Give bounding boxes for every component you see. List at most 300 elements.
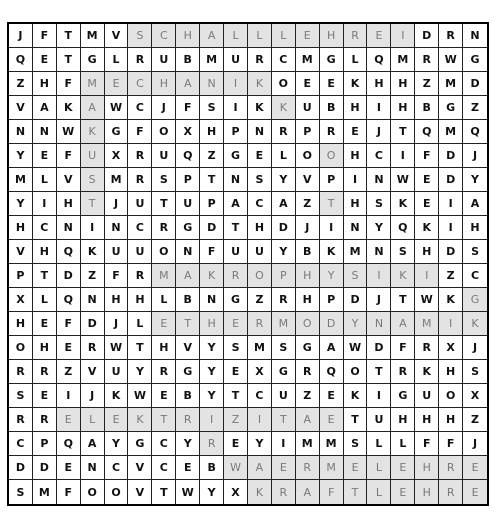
- grid-cell[interactable]: R: [439, 456, 463, 480]
- grid-cell[interactable]: S: [344, 264, 368, 288]
- grid-cell[interactable]: G: [224, 144, 248, 168]
- grid-cell[interactable]: P: [272, 264, 296, 288]
- grid-cell[interactable]: E: [105, 408, 129, 432]
- grid-cell[interactable]: H: [57, 192, 81, 216]
- grid-cell[interactable]: M: [296, 48, 320, 72]
- grid-cell[interactable]: R: [272, 480, 296, 504]
- grid-cell[interactable]: Z: [296, 384, 320, 408]
- grid-cell[interactable]: E: [57, 456, 81, 480]
- grid-cell[interactable]: E: [248, 144, 272, 168]
- grid-cell[interactable]: U: [105, 360, 129, 384]
- grid-cell[interactable]: O: [248, 264, 272, 288]
- grid-cell[interactable]: C: [152, 24, 176, 48]
- grid-cell[interactable]: V: [9, 96, 33, 120]
- grid-cell[interactable]: K: [439, 288, 463, 312]
- grid-cell[interactable]: H: [391, 72, 415, 96]
- grid-cell[interactable]: I: [367, 96, 391, 120]
- grid-cell[interactable]: Q: [415, 120, 439, 144]
- grid-cell[interactable]: G: [463, 48, 487, 72]
- grid-cell[interactable]: E: [33, 312, 57, 336]
- grid-cell[interactable]: J: [367, 288, 391, 312]
- grid-cell[interactable]: Y: [9, 144, 33, 168]
- grid-cell[interactable]: R: [272, 288, 296, 312]
- grid-cell[interactable]: F: [57, 72, 81, 96]
- grid-cell[interactable]: T: [152, 480, 176, 504]
- grid-cell[interactable]: Y: [367, 216, 391, 240]
- grid-cell[interactable]: I: [391, 144, 415, 168]
- grid-cell[interactable]: M: [33, 480, 57, 504]
- grid-cell[interactable]: C: [272, 48, 296, 72]
- grid-cell[interactable]: U: [224, 48, 248, 72]
- grid-cell[interactable]: S: [9, 384, 33, 408]
- grid-cell[interactable]: I: [367, 264, 391, 288]
- grid-cell[interactable]: F: [415, 432, 439, 456]
- grid-cell[interactable]: M: [439, 72, 463, 96]
- grid-cell[interactable]: H: [128, 288, 152, 312]
- grid-cell[interactable]: H: [415, 480, 439, 504]
- grid-cell[interactable]: K: [248, 96, 272, 120]
- grid-cell[interactable]: X: [176, 120, 200, 144]
- grid-cell[interactable]: N: [33, 120, 57, 144]
- grid-cell[interactable]: I: [33, 192, 57, 216]
- grid-cell[interactable]: E: [320, 408, 344, 432]
- grid-cell[interactable]: V: [9, 240, 33, 264]
- grid-cell[interactable]: S: [9, 480, 33, 504]
- grid-cell[interactable]: W: [344, 336, 368, 360]
- grid-cell[interactable]: N: [105, 216, 129, 240]
- grid-cell[interactable]: G: [272, 360, 296, 384]
- grid-cell[interactable]: N: [81, 288, 105, 312]
- grid-cell[interactable]: F: [391, 336, 415, 360]
- grid-cell[interactable]: Z: [200, 144, 224, 168]
- grid-cell[interactable]: J: [463, 144, 487, 168]
- grid-cell[interactable]: Q: [176, 144, 200, 168]
- grid-cell[interactable]: Y: [200, 336, 224, 360]
- grid-cell[interactable]: L: [33, 288, 57, 312]
- grid-cell[interactable]: F: [439, 432, 463, 456]
- grid-cell[interactable]: K: [344, 384, 368, 408]
- grid-cell[interactable]: F: [57, 312, 81, 336]
- grid-cell[interactable]: O: [81, 480, 105, 504]
- grid-cell[interactable]: H: [391, 96, 415, 120]
- grid-cell[interactable]: F: [33, 24, 57, 48]
- grid-cell[interactable]: Y: [200, 384, 224, 408]
- grid-cell[interactable]: H: [9, 216, 33, 240]
- grid-cell[interactable]: H: [33, 336, 57, 360]
- grid-cell[interactable]: F: [415, 144, 439, 168]
- grid-cell[interactable]: E: [320, 384, 344, 408]
- grid-cell[interactable]: Q: [391, 216, 415, 240]
- grid-cell[interactable]: A: [320, 336, 344, 360]
- grid-cell[interactable]: S: [272, 336, 296, 360]
- grid-cell[interactable]: R: [224, 264, 248, 288]
- grid-cell[interactable]: Y: [320, 264, 344, 288]
- grid-cell[interactable]: I: [415, 264, 439, 288]
- grid-cell[interactable]: A: [33, 96, 57, 120]
- grid-cell[interactable]: Y: [200, 360, 224, 384]
- grid-cell[interactable]: B: [176, 288, 200, 312]
- grid-cell[interactable]: R: [9, 360, 33, 384]
- grid-cell[interactable]: T: [224, 384, 248, 408]
- grid-cell[interactable]: C: [463, 264, 487, 288]
- grid-cell[interactable]: I: [344, 168, 368, 192]
- grid-cell[interactable]: U: [415, 384, 439, 408]
- grid-cell[interactable]: H: [152, 336, 176, 360]
- grid-cell[interactable]: N: [81, 456, 105, 480]
- grid-cell[interactable]: X: [9, 288, 33, 312]
- grid-cell[interactable]: D: [81, 312, 105, 336]
- grid-cell[interactable]: D: [9, 456, 33, 480]
- grid-cell[interactable]: G: [320, 48, 344, 72]
- grid-cell[interactable]: C: [128, 216, 152, 240]
- grid-cell[interactable]: R: [272, 120, 296, 144]
- grid-cell[interactable]: J: [9, 24, 33, 48]
- grid-cell[interactable]: K: [320, 240, 344, 264]
- grid-cell[interactable]: T: [344, 480, 368, 504]
- grid-cell[interactable]: L: [105, 48, 129, 72]
- grid-cell[interactable]: N: [200, 72, 224, 96]
- grid-cell[interactable]: Z: [463, 408, 487, 432]
- grid-cell[interactable]: F: [57, 480, 81, 504]
- grid-cell[interactable]: L: [272, 24, 296, 48]
- grid-cell[interactable]: D: [272, 216, 296, 240]
- grid-cell[interactable]: A: [81, 96, 105, 120]
- grid-cell[interactable]: L: [344, 48, 368, 72]
- grid-cell[interactable]: Y: [9, 192, 33, 216]
- grid-cell[interactable]: M: [439, 120, 463, 144]
- grid-cell[interactable]: J: [152, 96, 176, 120]
- grid-cell[interactable]: H: [415, 408, 439, 432]
- grid-cell[interactable]: J: [105, 192, 129, 216]
- grid-cell[interactable]: T: [224, 216, 248, 240]
- grid-cell[interactable]: N: [344, 216, 368, 240]
- grid-cell[interactable]: E: [391, 480, 415, 504]
- grid-cell[interactable]: H: [415, 240, 439, 264]
- grid-cell[interactable]: G: [176, 216, 200, 240]
- grid-cell[interactable]: N: [367, 312, 391, 336]
- grid-cell[interactable]: O: [344, 360, 368, 384]
- grid-cell[interactable]: U: [105, 240, 129, 264]
- grid-cell[interactable]: B: [320, 96, 344, 120]
- grid-cell[interactable]: R: [128, 168, 152, 192]
- grid-cell[interactable]: J: [105, 312, 129, 336]
- grid-cell[interactable]: A: [176, 72, 200, 96]
- grid-cell[interactable]: C: [128, 96, 152, 120]
- grid-cell[interactable]: U: [128, 192, 152, 216]
- grid-cell[interactable]: M: [320, 432, 344, 456]
- grid-cell[interactable]: R: [33, 408, 57, 432]
- grid-cell[interactable]: R: [33, 360, 57, 384]
- grid-cell[interactable]: A: [81, 432, 105, 456]
- grid-cell[interactable]: P: [9, 264, 33, 288]
- grid-cell[interactable]: F: [200, 240, 224, 264]
- grid-cell[interactable]: H: [33, 240, 57, 264]
- grid-cell[interactable]: N: [248, 120, 272, 144]
- grid-cell[interactable]: G: [296, 336, 320, 360]
- grid-cell[interactable]: A: [176, 264, 200, 288]
- grid-cell[interactable]: U: [81, 144, 105, 168]
- grid-cell[interactable]: Z: [57, 360, 81, 384]
- grid-cell[interactable]: I: [367, 384, 391, 408]
- grid-cell[interactable]: Z: [9, 72, 33, 96]
- grid-cell[interactable]: T: [81, 192, 105, 216]
- grid-cell[interactable]: L: [248, 24, 272, 48]
- grid-cell[interactable]: L: [272, 144, 296, 168]
- grid-cell[interactable]: M: [320, 456, 344, 480]
- grid-cell[interactable]: Y: [176, 432, 200, 456]
- grid-cell[interactable]: Y: [272, 240, 296, 264]
- grid-cell[interactable]: Y: [248, 432, 272, 456]
- grid-cell[interactable]: R: [296, 360, 320, 384]
- grid-cell[interactable]: O: [152, 120, 176, 144]
- grid-cell[interactable]: L: [128, 312, 152, 336]
- grid-cell[interactable]: M: [152, 264, 176, 288]
- grid-cell[interactable]: C: [248, 192, 272, 216]
- grid-cell[interactable]: F: [105, 264, 129, 288]
- grid-cell[interactable]: P: [320, 168, 344, 192]
- grid-cell[interactable]: S: [152, 168, 176, 192]
- grid-cell[interactable]: S: [344, 432, 368, 456]
- grid-cell[interactable]: V: [128, 456, 152, 480]
- grid-cell[interactable]: S: [81, 168, 105, 192]
- grid-cell[interactable]: T: [57, 48, 81, 72]
- grid-cell[interactable]: M: [272, 312, 296, 336]
- grid-cell[interactable]: R: [152, 360, 176, 384]
- grid-cell[interactable]: Y: [463, 168, 487, 192]
- grid-cell[interactable]: M: [296, 432, 320, 456]
- grid-cell[interactable]: E: [415, 192, 439, 216]
- grid-cell[interactable]: O: [439, 384, 463, 408]
- grid-cell[interactable]: X: [105, 144, 129, 168]
- grid-cell[interactable]: R: [415, 48, 439, 72]
- grid-cell[interactable]: T: [200, 168, 224, 192]
- grid-cell[interactable]: V: [81, 360, 105, 384]
- grid-cell[interactable]: F: [176, 96, 200, 120]
- grid-cell[interactable]: U: [152, 48, 176, 72]
- grid-cell[interactable]: L: [33, 168, 57, 192]
- grid-cell[interactable]: G: [128, 432, 152, 456]
- grid-cell[interactable]: H: [200, 120, 224, 144]
- grid-cell[interactable]: H: [9, 312, 33, 336]
- grid-cell[interactable]: L: [367, 480, 391, 504]
- grid-cell[interactable]: F: [320, 480, 344, 504]
- grid-cell[interactable]: E: [33, 48, 57, 72]
- grid-cell[interactable]: Z: [415, 72, 439, 96]
- grid-cell[interactable]: A: [200, 24, 224, 48]
- grid-cell[interactable]: G: [391, 384, 415, 408]
- grid-cell[interactable]: R: [9, 408, 33, 432]
- grid-cell[interactable]: O: [296, 312, 320, 336]
- grid-cell[interactable]: W: [391, 168, 415, 192]
- grid-cell[interactable]: M: [81, 24, 105, 48]
- grid-cell[interactable]: Y: [200, 480, 224, 504]
- grid-cell[interactable]: L: [367, 432, 391, 456]
- grid-cell[interactable]: B: [200, 456, 224, 480]
- grid-cell[interactable]: S: [248, 168, 272, 192]
- grid-cell[interactable]: R: [128, 144, 152, 168]
- grid-cell[interactable]: Y: [105, 432, 129, 456]
- grid-cell[interactable]: E: [415, 168, 439, 192]
- grid-cell[interactable]: I: [272, 432, 296, 456]
- grid-cell[interactable]: U: [248, 240, 272, 264]
- grid-cell[interactable]: I: [248, 408, 272, 432]
- grid-cell[interactable]: E: [152, 312, 176, 336]
- grid-cell[interactable]: U: [272, 384, 296, 408]
- grid-cell[interactable]: W: [176, 480, 200, 504]
- grid-cell[interactable]: E: [224, 432, 248, 456]
- grid-cell[interactable]: R: [391, 360, 415, 384]
- grid-cell[interactable]: R: [128, 48, 152, 72]
- grid-cell[interactable]: X: [463, 384, 487, 408]
- grid-cell[interactable]: D: [463, 72, 487, 96]
- grid-cell[interactable]: H: [391, 408, 415, 432]
- grid-cell[interactable]: W: [57, 120, 81, 144]
- grid-cell[interactable]: G: [105, 120, 129, 144]
- grid-cell[interactable]: P: [176, 168, 200, 192]
- grid-cell[interactable]: S: [463, 240, 487, 264]
- grid-cell[interactable]: E: [391, 456, 415, 480]
- grid-cell[interactable]: C: [9, 432, 33, 456]
- grid-cell[interactable]: L: [391, 432, 415, 456]
- grid-cell[interactable]: Q: [320, 360, 344, 384]
- grid-cell[interactable]: G: [81, 48, 105, 72]
- grid-cell[interactable]: I: [391, 24, 415, 48]
- grid-cell[interactable]: P: [200, 192, 224, 216]
- grid-cell[interactable]: H: [439, 360, 463, 384]
- grid-cell[interactable]: K: [81, 240, 105, 264]
- grid-cell[interactable]: R: [439, 480, 463, 504]
- grid-cell[interactable]: K: [200, 264, 224, 288]
- grid-cell[interactable]: K: [248, 72, 272, 96]
- grid-cell[interactable]: Q: [367, 48, 391, 72]
- grid-cell[interactable]: W: [415, 288, 439, 312]
- grid-cell[interactable]: H: [200, 312, 224, 336]
- grid-cell[interactable]: P: [33, 432, 57, 456]
- grid-cell[interactable]: V: [176, 336, 200, 360]
- grid-cell[interactable]: V: [128, 480, 152, 504]
- grid-cell[interactable]: R: [200, 432, 224, 456]
- grid-cell[interactable]: N: [224, 168, 248, 192]
- grid-cell[interactable]: M: [248, 336, 272, 360]
- grid-cell[interactable]: T: [367, 360, 391, 384]
- grid-cell[interactable]: T: [320, 192, 344, 216]
- grid-cell[interactable]: S: [224, 336, 248, 360]
- grid-cell[interactable]: M: [344, 240, 368, 264]
- grid-cell[interactable]: G: [176, 360, 200, 384]
- grid-cell[interactable]: H: [344, 144, 368, 168]
- grid-cell[interactable]: Z: [224, 408, 248, 432]
- grid-cell[interactable]: B: [415, 96, 439, 120]
- grid-cell[interactable]: A: [224, 192, 248, 216]
- grid-cell[interactable]: D: [439, 168, 463, 192]
- grid-cell[interactable]: E: [272, 456, 296, 480]
- grid-cell[interactable]: U: [176, 192, 200, 216]
- grid-cell[interactable]: V: [105, 24, 129, 48]
- grid-cell[interactable]: M: [415, 312, 439, 336]
- grid-cell[interactable]: A: [248, 456, 272, 480]
- grid-cell[interactable]: T: [272, 408, 296, 432]
- grid-cell[interactable]: R: [320, 120, 344, 144]
- grid-cell[interactable]: L: [224, 24, 248, 48]
- grid-cell[interactable]: J: [463, 336, 487, 360]
- grid-cell[interactable]: Q: [57, 432, 81, 456]
- grid-cell[interactable]: X: [224, 480, 248, 504]
- grid-cell[interactable]: K: [391, 264, 415, 288]
- grid-cell[interactable]: V: [296, 168, 320, 192]
- grid-cell[interactable]: H: [415, 456, 439, 480]
- grid-cell[interactable]: E: [57, 336, 81, 360]
- grid-cell[interactable]: D: [439, 240, 463, 264]
- grid-cell[interactable]: L: [81, 408, 105, 432]
- grid-cell[interactable]: Z: [296, 192, 320, 216]
- grid-cell[interactable]: E: [33, 144, 57, 168]
- grid-cell[interactable]: H: [296, 264, 320, 288]
- grid-cell[interactable]: L: [152, 288, 176, 312]
- grid-cell[interactable]: I: [81, 216, 105, 240]
- grid-cell[interactable]: W: [105, 336, 129, 360]
- grid-cell[interactable]: H: [296, 288, 320, 312]
- grid-cell[interactable]: M: [391, 48, 415, 72]
- grid-cell[interactable]: E: [296, 24, 320, 48]
- grid-cell[interactable]: H: [105, 288, 129, 312]
- grid-cell[interactable]: C: [367, 144, 391, 168]
- grid-cell[interactable]: K: [463, 312, 487, 336]
- grid-cell[interactable]: E: [463, 456, 487, 480]
- grid-cell[interactable]: P: [296, 120, 320, 144]
- grid-cell[interactable]: W: [105, 96, 129, 120]
- grid-cell[interactable]: R: [415, 336, 439, 360]
- grid-cell[interactable]: T: [176, 312, 200, 336]
- grid-cell[interactable]: Z: [248, 288, 272, 312]
- grid-cell[interactable]: C: [33, 216, 57, 240]
- grid-cell[interactable]: O: [152, 240, 176, 264]
- grid-cell[interactable]: T: [128, 336, 152, 360]
- grid-cell[interactable]: M: [105, 168, 129, 192]
- grid-cell[interactable]: H: [344, 192, 368, 216]
- grid-cell[interactable]: C: [152, 456, 176, 480]
- grid-cell[interactable]: J: [367, 120, 391, 144]
- grid-cell[interactable]: T: [33, 264, 57, 288]
- grid-cell[interactable]: K: [391, 192, 415, 216]
- grid-cell[interactable]: A: [296, 480, 320, 504]
- grid-cell[interactable]: S: [391, 240, 415, 264]
- grid-cell[interactable]: A: [272, 192, 296, 216]
- grid-cell[interactable]: K: [248, 480, 272, 504]
- grid-cell[interactable]: K: [128, 408, 152, 432]
- grid-cell[interactable]: Y: [344, 312, 368, 336]
- grid-cell[interactable]: D: [439, 144, 463, 168]
- grid-cell[interactable]: E: [152, 384, 176, 408]
- grid-cell[interactable]: K: [105, 384, 129, 408]
- grid-cell[interactable]: E: [33, 384, 57, 408]
- grid-cell[interactable]: E: [296, 72, 320, 96]
- grid-cell[interactable]: S: [463, 360, 487, 384]
- grid-cell[interactable]: N: [9, 120, 33, 144]
- grid-cell[interactable]: R: [439, 24, 463, 48]
- grid-cell[interactable]: T: [152, 408, 176, 432]
- grid-cell[interactable]: H: [439, 408, 463, 432]
- grid-cell[interactable]: N: [367, 240, 391, 264]
- grid-cell[interactable]: Q: [463, 120, 487, 144]
- grid-cell[interactable]: G: [224, 288, 248, 312]
- grid-cell[interactable]: P: [224, 120, 248, 144]
- grid-cell[interactable]: S: [200, 96, 224, 120]
- grid-cell[interactable]: Z: [439, 264, 463, 288]
- grid-cell[interactable]: H: [367, 72, 391, 96]
- grid-cell[interactable]: P: [320, 288, 344, 312]
- grid-cell[interactable]: G: [439, 96, 463, 120]
- grid-cell[interactable]: T: [57, 24, 81, 48]
